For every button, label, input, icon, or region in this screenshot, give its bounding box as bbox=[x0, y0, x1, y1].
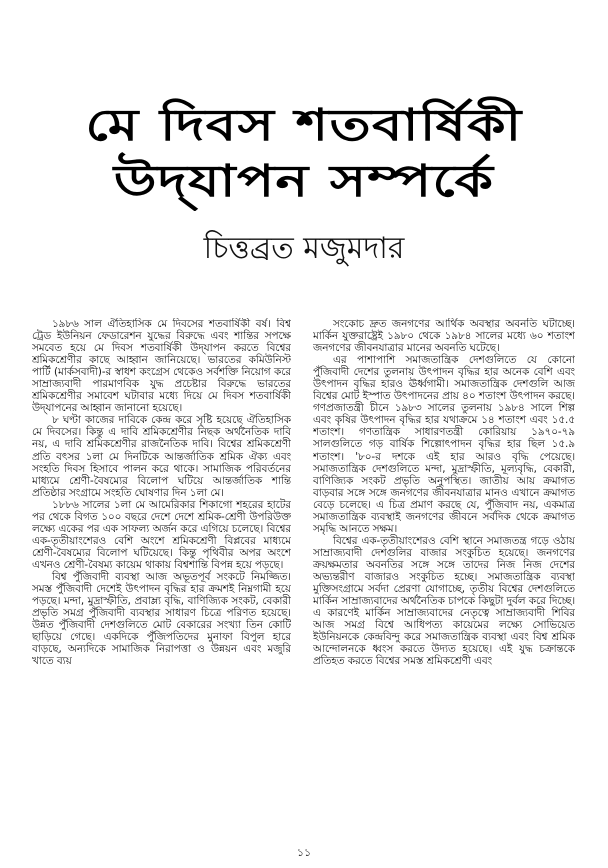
author-name: চিত্তব্রত মজুমদার bbox=[203, 231, 405, 266]
paragraph: ৮ ঘণ্টা কাজের দাবিকে কেন্দ্র করে সৃষ্টি হয়েছে ঐতিহাসিক মে দিবসের। কিন্তু এ দাবি শ্রমিকশ্রেণীর নিছক অর্থনৈতিক দাবি নয়, এ দাবি শ্রমিকশ্রেণীর রাজনৈতিক দাবি। বিশ্বের শ্রমিকশ্রেণী প্রতি বৎসর ১লা মে দিনটিকে আন্তর্জাতিক শ্রমিক ঐক্য এবং সংহতি দিবস হিসাবে পালন করে থাকে। সামাজিক পরিবর্তনের মাধ্যমে শ্রেণী-বৈষম্যের বিলোপ ঘটিয়ে আন্তর্জাতিক শান্তি প্রতিষ্ঠার সংগ্রামে সংহতি ঘোষণার দিন ১লা মে। bbox=[32, 414, 291, 499]
paragraph: বিশ্বের এক-তৃতীয়াংশেরও বেশি স্থানে সমাজতন্ত্র গড়ে ওঠায় সাম্রাজ্যবাদী দেশগুলির বাজার সংকুচিত হয়েছে। জনগণের ক্রয়ক্ষমতার অবনতির সঙ্গে সঙ্গে তাদের নিজ নিজ দেশের অভ্যন্তরীণ বাজারও সংকুচিত হচ্ছে। সমাজতান্ত্রিক ব্যবস্থা মুক্তিসংগ্রামে সর্বদা প্রেরণা যোগাচ্ছে, তৃতীয় বিশ্বের দেশগুলিতে মার্কিন সাম্রাজ্যবাদের অর্থনৈতিক চাপকে কিছুটা দুর্বল করে দিচ্ছে। এ কারণেই মার্কিন সাম্রাজ্যবাদের নেতৃত্বে সাম্রাজ্যবাদী শিবির আজ সমগ্র বিশ্বে আধিপত্য কায়েমের লক্ষ্যে সোভিয়েত ইউনিয়নকে কেন্দ্রবিন্দু করে সমাজতান্ত্রিক ব্যবস্থা এবং বিশ্ব শ্রমিক আন্দোলনকে ধ্বংস করতে উদ্যত হয়েছে। এই যুদ্ধ চক্রান্তকে প্রতিহত করতে বিশ্বের সমস্ত শ্রমিকশ্রেণী এবং bbox=[313, 534, 575, 668]
paragraph: ১৯৮৬ সাল ঐতিহাসিক মে দিবসের শতবার্ষিকী বর্ষ। বিশ্ব ট্রেড ইউনিয়ন ফেডারেশন যুদ্ধের বিরুদ্ধে এবং শান্তির সপক্ষে সমবেত হয়ে মে দিবস শতবার্ষিকী উদ্‌যাপন করতে বিশ্বের শ্রমিকশ্রেণীর কাছে আহ্বান জানিয়েছে। ভারতের কমিউনিস্ট পার্টি (মার্কসবাদী)-র স্বাধশ কংগ্রেস থেকেও সর্বশক্তি নিয়োগ করে সাম্রাজ্যবাদী পারমাণবিক যুদ্ধ প্রচেষ্টার বিরুদ্ধে ভারতের শ্রমিকশ্রেণীর সমাবেশ ঘটাবার মধ্যে দিয়ে মে দিবস শতবার্ষিকী উদ্‌যাপনের আহ্বান জানানো হয়েছে। bbox=[32, 318, 291, 415]
article-title-line-1: মে দিবস শতবার্ষিকী bbox=[85, 100, 523, 151]
paragraph: বিশ্ব পুঁজিবাদী ব্যবস্থা আজ অভূতপূর্ব সংকটে নিমজ্জিত। সমস্ত পুঁজিবাদী দেশেই উৎপাদন বৃদ্ধির হার ক্রমশই নিম্নগামী হয়ে পড়ছে। মন্দা, মুদ্রাস্ফীতি, প্রবাম্ল্য বৃদ্ধি, বাণিজ্যিক সংকট, বেকারী প্রভৃতি সমগ্র পুঁজিবাদী ব্যবস্থার সাধারণ চিত্রে পরিণত হয়েছে। উন্নত পুঁজিবাদী দেশগুলিতে মোট বেকারের সংখ্যা তিন কোটি ছাড়িয়ে গেছে। একদিকে পুঁজিপতিদের মুনাফা বিপুল হারে বাড়ছে, অন্যদিকে সামাজিক নিরাপত্তা ও উন্নয়ন এবং মজুরি খাতে ব্যয় bbox=[32, 570, 291, 668]
left-text-column bbox=[32, 318, 291, 833]
right-text-column bbox=[313, 318, 575, 833]
paragraph: এর পাশাপাশি সমাজতান্ত্রিক দেশগুলিতে যে কোনো পুঁজিবাদী দেশের তুলনায় উৎপাদন বৃদ্ধির হার অনেক বেশি এবং উৎপাদন বৃদ্ধির হারও ঊর্ধ্বগামী। সমাজতান্ত্রিক দেশগুলি আজ বিশ্বের মোট ইস্পাত উৎপাদনের প্রায় ৪০ শতাংশ উৎপাদন করছে। গণপ্রজাতন্ত্রী চীনে ১৯৮৩ সালের তুলনায় ১৯৮৪ সালে শিল্প এবং কৃষির উৎপাদন বৃদ্ধির হার যথাক্রমে ১৪ শতাংশ এবং ১৫.৫ শতাংশ। গণতান্ত্রিক সাধারণতন্ত্রী কোরিয়ায় ১৯৭০-৭৯ সালগুলিতে গড় বার্ষিক শিল্পোৎপাদন বৃদ্ধির হার ছিল ১৫.৯ শতাংশ। '৮০-র দশকে এই হার আরও বৃদ্ধি পেয়েছে। সমাজতান্ত্রিক দেশগুলিতে মন্দা, মুদ্রাস্ফীতি, মূল্যবৃদ্ধি, বেকারী, বাণিজ্যিক সংকট প্রভৃতি অনুপস্থিত। জাতীয় আয় ক্রমাগত বাড়বার সঙ্গে সঙ্গে জনগণের জীবনযাত্রার মানও এখানে ক্রমাগত বেড়ে চলেছে। এ চিত্র প্রমাণ করছে যে, পুঁজিবাদ নয়, একমাত্র সমাজতান্ত্রিক ব্যবস্থাই জনগণের জীবনে সর্বদিক থেকে ক্রমাগত সমৃদ্ধি আনতে সক্ষম। bbox=[313, 354, 575, 535]
paragraph: সংকোচ দ্রুত জনগণের আর্থিক অবস্থার অবনতি ঘটাচ্ছে। মার্কিন যুক্তরাষ্ট্রেই ১৯৮০ থেকে ১৯৮৪ সালের মধ্যে ৬০ শতাংশ জনগণের জীবনযাত্রার মানের অবনতি ঘটেছে। bbox=[313, 318, 575, 355]
paragraph: ১৮৮৬ সালের ১লা মে আমেরিকার শিকাগো শহরের হাটের পর থেকে বিগত ১০০ বছরে দেশে দেশে শ্রমিক-শ্রেণী উপরিউক্ত লক্ষ্যে একের পর এক সাফল্য অর্জন করে এগিয়ে চলেছে। বিশ্বের এক-তৃতীয়াংশেরও বেশি অংশে শ্রমিকশ্রেণী বিপ্লবের মাধ্যমে শ্রেণী-বৈষম্যের বিলোপ ঘটিয়েছে। কিন্তু পৃথিবীর অপর অংশে এখনও শ্রেণী-বৈষম্য কায়েম থাকায় বিশ্বশান্তি বিপন্ন হয়ে পড়ছে। bbox=[32, 498, 291, 571]
page-number: ১১ bbox=[296, 846, 312, 859]
article-title-line-2: উদ্‌যাপন সম্পর্কে bbox=[113, 156, 495, 207]
